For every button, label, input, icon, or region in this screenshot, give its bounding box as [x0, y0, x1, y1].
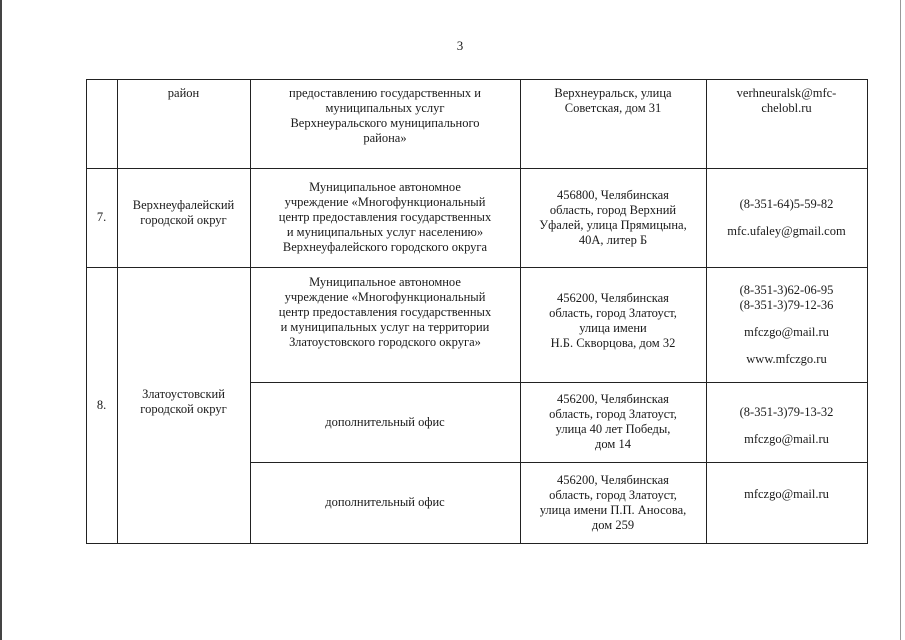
phone-text: (8-351-64)5-59-82: [739, 196, 834, 211]
email-text: mfczgo@mail.ru: [744, 324, 829, 339]
address-cell: 456200, Челябинская область, город Златоуст, улица 40 лет Победы, дом 14: [549, 392, 677, 451]
organization-cell: Муниципальное автономное учреждение «Многофункциональный центр предоставления государственных и муниципальных услуг на территории Златоустовского городского округа»: [278, 275, 492, 349]
address-cell: Верхнеуральск, улица Советская, дом 31: [554, 86, 672, 115]
contacts-cell: [706, 79, 867, 168]
organization-cell: Муниципальное автономное учреждение «Многофункциональный центр предоставления государственных и муниципальных услуг населению» Верхнеуфалейского городского округа: [278, 180, 492, 254]
contacts-cell: [706, 462, 867, 543]
address-cell: 456200, Челябинская область, город Златоуст, улица имени П.П. Аносова, дом 259: [539, 472, 687, 532]
territory-cell: Златоустовский городской округ: [140, 387, 227, 416]
page-number: 3: [456, 38, 464, 53]
phone-text: (8-351-3)62-06-95 (8-351-3)79-12-36: [739, 282, 834, 312]
scan-right-edge: [900, 0, 901, 640]
territory-cell: Верхнеуфалейский городской округ: [132, 197, 235, 227]
email-text: verhneuralsk@mfc- chelobl.ru: [736, 86, 837, 115]
row-number: 7.: [96, 210, 107, 224]
address-cell: 456200, Челябинская область, город Златоуст, улица имени Н.Б. Скворцова, дом 32: [549, 290, 677, 350]
organization-cell: предоставлению государственных и муниципальных услуг Верхнеуральского муниципального района»: [289, 86, 481, 145]
col-border: [867, 79, 868, 544]
email-text: mfc.ufaley@gmail.com: [727, 223, 846, 238]
row-number: 8.: [96, 397, 107, 412]
email-text: mfczgo@mail.ru: [744, 431, 829, 446]
table-bottom-border: [86, 543, 868, 544]
email-text: mfczgo@mail.ru: [744, 487, 829, 501]
contacts-cell: [706, 168, 867, 267]
address-cell: 456800, Челябинская область, город Верхний Уфалей, улица Прямицына, 40А, литер Б: [539, 187, 687, 247]
contacts-cell: [706, 382, 867, 462]
contacts-cell: [706, 267, 867, 382]
scan-left-edge: [0, 0, 2, 640]
organization-cell: дополнительный офис: [325, 414, 445, 429]
organization-cell: дополнительный офис: [325, 495, 445, 509]
phone-text: (8-351-3)79-13-32: [739, 404, 834, 419]
territory-cell: район: [167, 86, 200, 100]
website-text: www.mfczgo.ru: [746, 351, 827, 366]
